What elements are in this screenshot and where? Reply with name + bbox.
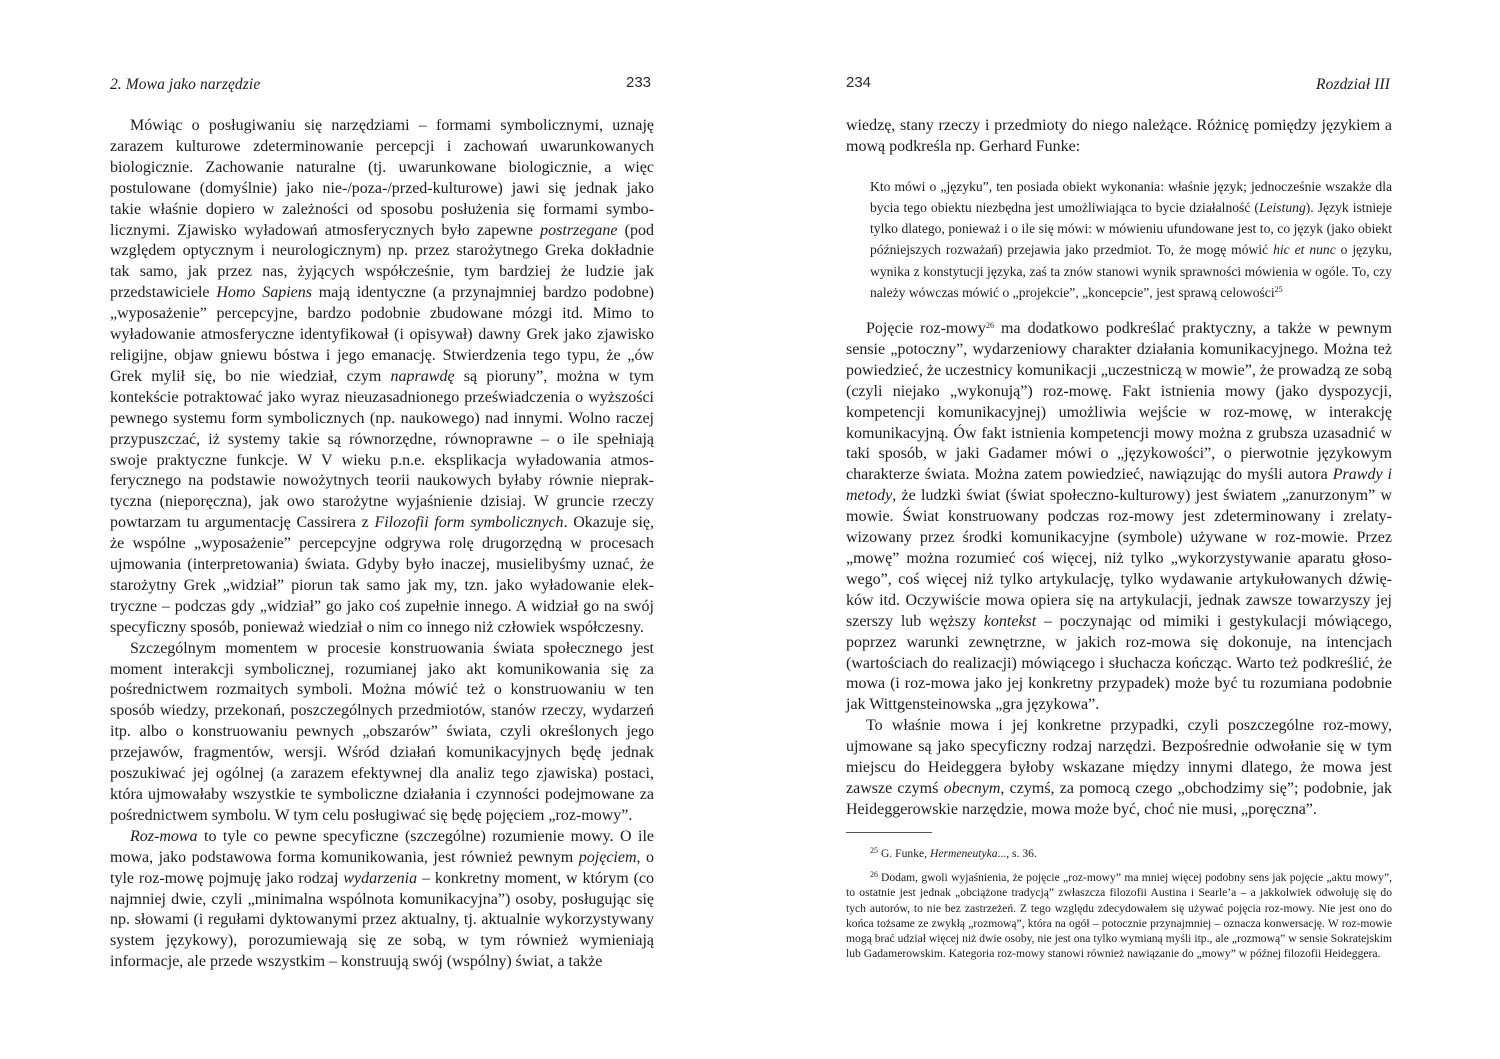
- footnote: [846, 846, 1392, 861]
- paragraph: [846, 319, 1392, 716]
- footnote-reference: 26: [985, 321, 994, 331]
- text-run: są pioruny”, można w tym kontekście potraktować jako wyraz nieuzasadnionego przeświadczenia o wyższości pewnego systemu form symbolicznych (np. naukowego) nad innymi. Wolno raczej przypuszczać, iż systemy takie są równorzędne, równoprawne – o ile spełniają swoje praktyczne funkcje. W V wieku p.n.e. eksplikacja wyładowania atmosferycznego na podstawie nowożytnych teorii naukowych byłaby równie niepraktyczna (nieporęczna), jak owo starożytne wyjaśnienie dzisiaj. W gruncie rzeczy powtarzam tu argumentację Cassirera z: [110, 367, 654, 532]
- text-run: Pojęcie roz-mowy: [866, 320, 986, 338]
- text-run: Mówiąc o posługiwaniu się narzędziami – formami symbolicznymi, uznaję zarazem kulturowe zdeterminowanie percepcji i zachowań uwarunkowanych biologicznie. Zachowanie naturalne (tj. uwarunkowane biologicznie, a więc postulowane (domyślnie) jako nie-/poza-/przed-kulturowe) jawi się jednak jako takie właśnie dopiero w zależności od sposobu posłużenia się formami symbolicznymi. Zjawisko wyładowań atmosferycznych było zapewne: [110, 117, 654, 239]
- italic-text: kontekst: [983, 612, 1037, 630]
- text-run: mają identyczne (a przynajmniej bardzo podobne) „wyposażenie” percepcyjne, bardzo podobnie zbudowane mózgi itd. Mimo to wyładowanie atmosferyczne identyfikował (i opisywał) dawny Grek jako zjawisko religijne, objaw gniewu bóstwa i jego emanację. Stwierdzenia tego typu, że „ów Grek mylił się, bo nie wiedział, czym: [110, 284, 654, 385]
- text-run: (pod względem optycznym i neurologicznym) np. przez starożytnego Greka dokładnie tak samo, jak przez nas, żyjących współcześnie, tym bardziej że ludzie jak przedstawiciele: [110, 221, 655, 302]
- italic-text: Roz-mowa: [130, 827, 198, 845]
- text-run: – konkretny moment, w którym (co najmniej dwie, czyli „minimalna wspólnota komunikacyjna”) osoby, posługując się np. słowami (i regułami dyktowanymi przez aktualny, tj. aktualnie wykorzystywany system językowy), porozumiewają się ze sobą, w tym również wymieniają informacje, ale przede wszystkim – konstruują swój (wspólny) świat, a także: [110, 869, 655, 971]
- paragraph: [846, 116, 1392, 158]
- block-quote: [870, 176, 1392, 303]
- text-run: , czymś, za pomocą czego „obchodzimy się”; podobnie, jak Heideggerowskie narzędzie, mowa może być, choć nie musi, „poręczna”.: [846, 779, 1393, 818]
- paragraph: [110, 116, 654, 639]
- text-run: – poczynając od mimiki i gestykulacji mówiącego, poprzez warunki zewnętrzne, w jakich roz-mowa się dokonuje, na intencjach (wartościach do realizacji) mówiącego i słuchacza kończąc. Warto też podkreślić, że mowa (i roz-mowa jako jej konkretny przypadek) może być tu rozumiana podobnie jak Wittgensteinowska „gra językowa”.: [846, 612, 1392, 714]
- italic-text: hic et nunc: [1273, 242, 1336, 258]
- text-run: G. Funke,: [881, 847, 930, 860]
- paragraph: [110, 827, 654, 973]
- footnote-reference: 25: [1274, 284, 1283, 294]
- right-body-text: [846, 116, 1392, 821]
- text-run: To właśnie mowa i jej konkretne przypadki, czyli poszczególne roz-mowy, ujmowane są jako specyficzny rodzaj narzędzi. Bezpośrednie odwołanie się w tym miejscu do Heideggera byłoby wskazane między innymi dlatego, że mowa jest zawsze czymś: [846, 717, 1392, 797]
- italic-text: obecnym: [943, 779, 1001, 797]
- italic-text: Prawdy i metody: [846, 466, 1393, 505]
- text-run: wiedzę, stany rzeczy i przedmioty do niego należące. Różnicę pomiędzy językiem a mową podkreśla np. Gerhard Funke:: [846, 117, 1392, 155]
- footnote-separator: [846, 832, 932, 833]
- text-run: o języku, wynika z konstytucji języka, zaś ta znów stanowi wynik sprawności mówienia w ogóle. To, czy należy wówczas mówić o „projekcie”, „koncepcie”, jest sprawą celowości: [870, 242, 1393, 300]
- text-run: to tyle co pewne specyficzne (szczególne) rozumienie mowy. O ile mowa, jako podstawowa forma komunikowania, jest również pewnym: [110, 827, 654, 866]
- italic-text: pojęciem: [578, 848, 637, 866]
- footnote: [846, 870, 1392, 961]
- italic-text: Hermeneutyka: [929, 847, 998, 860]
- italic-text: naprawdę: [390, 367, 455, 385]
- right-page: [750, 0, 1500, 1059]
- text-run: . Okazuje się, że wspólne „wyposażenie” percepcyjne odgrywa rolę drugorzędną w procesach ujmowania (interpretowania) świata. Gdyby było inaczej, musielibyśmy uznać, że starożytny Grek „widział” piorun tak samo jak my, tzn. jako wyładowanie elektryczne – podczas gdy „widział” go jako coś zupełnie innego. A widział go na swój specyficzny sposób, ponieważ wiedział o nim co innego niż człowiek współczesny.: [110, 514, 654, 636]
- footnote-text: [881, 847, 1037, 860]
- text-run: , że ludzki świat (świat społeczno-kulturowy) jest światem „zanurzonym” w mowie. Świat konstruowany podczas roz-mowy jest zdeterminowany i zrelatywizowany przez środki komunikacyjne (symbole) używane w roz-mowie. Przez „mowę” można rozumieć coś więcej, niż tylko „wykorzystywanie aparatu głosowego”, coś więcej niż tylko artykulację, tylko wydawanie artykułowanych dźwięków itd. Oczywiście mowa opiera się na artykulacji, jednak zawsze towarzyszy jej szerszy lub węższy: [846, 487, 1392, 630]
- italic-text: Homo Sapiens: [216, 284, 312, 302]
- italic-text: Filozofii form symbolicznych: [374, 514, 564, 532]
- footnote-text: [846, 871, 1392, 960]
- text-run: Kto mówi o „języku”, ten posiada obiekt wykonania: właśnie język; jednocześnie wszakże dla bycia tego obiektu niezbędna jest umożliwiająca to bycie działalność (: [870, 178, 1392, 216]
- running-head-left: 2. Mowa jako narzędzie: [110, 76, 261, 93]
- text-run: , o tyle roz-mowę pojmuję jako rodzaj: [110, 848, 655, 887]
- italic-text: wydarzenia: [343, 869, 418, 887]
- footnote-number: 26: [870, 870, 878, 880]
- italic-text: postrzegane: [540, 221, 618, 239]
- page-number-right: 234: [846, 74, 872, 91]
- text-run: Dodam, gwoli wyjaśnienia, że pojęcie „roz-mowy” ma mniej więcej podobny sens jak pojęcie „aktu mowy”, to ostatnie jest jednak „obciążone tradycją” zwłaszcza filozofii Austina i Searle’a – a jakkolwiek odwołuję się do tych autorów, to nie bez zastrzeżeń. Z tego względu zdecydowałem się używać pojęcia roz-mowy. Nie jest ono do końca tożsame ze zwykłą „rozmową”, która na ogół – potocznie przynajmniej – oznacza konwersację. W roz-mowie mogą brać udział więcej niż dwie osoby, nie jest ona tylko wymianą myśli itp., ale „rozmową” w sensie Sokratejskim lub Gadamerowskim. Kategoria roz-mowy stanowi również nawiązanie do „mowy” w późnej filozofii Heideggera.: [846, 871, 1392, 961]
- text-run: Szczególnym momentem w procesie konstruowania świata społecznego jest moment interakcji symbolicznej, rozumianej jako akt komunikowania się za pośrednictwem rozmaitych symboli. Można mówić też o konstruowaniu w ten sposób wiedzy, przekonań, poszczególnych przedmiotów, stanów rzeczy, wydarzeń itp. albo o konstruowaniu pewnych „obszarów” świata, czyli określonych jego przejawów, fragmentów, wersji. Wśród działań komunikacyjnych będę jednak poszukiwać jej ogólnej (a zarazem efektywnej dla analiz tego zjawiska) postaci, która ujmowałaby wszystkie te symboliczne działania i czynności podejmowane za pośrednictwem symbolu. W tym celu posługiwać się będę pojęciem „roz-mowy”.: [110, 639, 654, 824]
- italic-text: Leistung: [1258, 200, 1306, 216]
- paragraph: [846, 716, 1392, 821]
- text-run: ..., s. 36.: [997, 847, 1037, 860]
- left-body-text: [110, 116, 654, 973]
- running-head-right: Rozdział III: [1316, 76, 1390, 93]
- page-number-left: 233: [626, 74, 652, 91]
- paragraph: [110, 639, 654, 827]
- text-run: ). Język istnieje tylko dlatego, ponieważ i o ile się mówi: w mówieniu ufundowane jest to, co język (jako obiekt późniejszych rozważań) przejawia jako przedmiot. To, że mogę mówić: [870, 200, 1392, 258]
- footnotes: [846, 846, 1392, 963]
- footnote-number: 25: [870, 846, 878, 855]
- text-run: ma dodatkowo podkreślać praktyczny, a także w pewnym sensie „potoczny”, wydarzeniowy charakter działania komunikacyjnego. Można też powiedzieć, że uczestnicy komunikacji „uczestniczą w mowie”, że prowadzą ze sobą (czyli niejako „wykonują”) roz-mowę. Fakt istnienia mowy (jako dyspozycji, kompetencji komunikacyjnej) umożliwia wejście w roz-mowę, w interakcję komunikacyjną. Ów fakt istnienia kompetencji mowy można z grubsza uzasadnić w taki sposób, w jaki Gadamer mówi o „językowości”, o pierwotnie językowym charakterze świata. Można zatem powiedzieć, nawiązując do myśli autora: [846, 320, 1393, 484]
